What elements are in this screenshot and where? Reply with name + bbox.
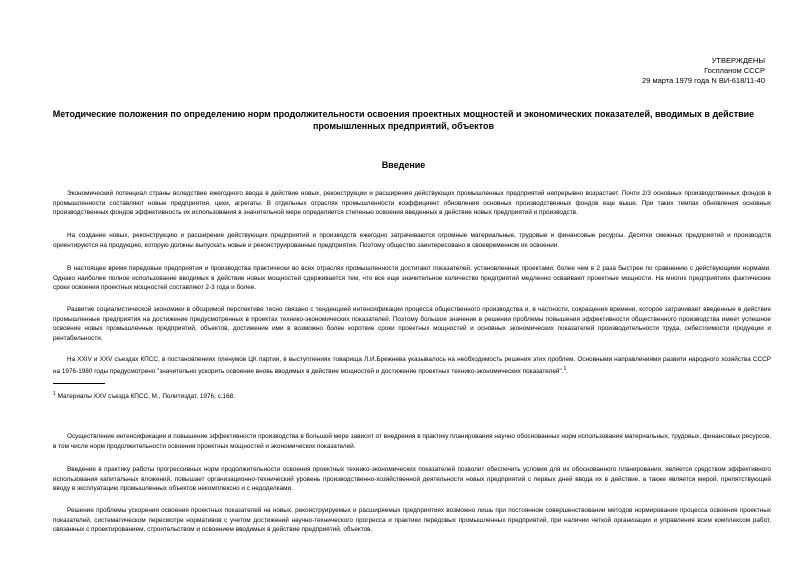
- footnote-text: Материалы XXV съезда КПСС, М., Политиздат, 1976, с.168.: [57, 393, 235, 401]
- footnote-divider: [53, 383, 105, 384]
- approval-stamp: [642, 56, 765, 86]
- approval-line-3: 29 марта 1979 года N ВИ-618/11-40: [642, 76, 765, 85]
- paragraph-8: Решение проблемы ускорения освоения проектных показателей на новых, реконструируемых и расширяемых предприятиях возможно лишь при постоянном совершенствовании методов нормирования процесса освоения проектных показателей, систематическом пересмотре нормативов с учетом достижений научно-технического прогресса и практики передовых промышленных предприятий, при наличии четкой организации и управления всем комплексом работ, связанных с проектированием, строительством и освоением вводимых в действие предприятий, объектов.: [53, 507, 771, 533]
- paragraph-6: Осуществление интенсификации и повышение эффективности производства в большой мере зависит от внедрения в практику планирования научно обоснованных норм использования материальных, трудовых, финансовых ресурсов, в том числе норм продолжительности освоения проектных мощностей и экономических показателей.: [53, 433, 771, 450]
- section-heading: Введение: [381, 160, 426, 170]
- paragraph-7: Введение в практику работы прогрессивных норм продолжительности освоения проектных технико-экономических показателей позволит обеспечить условия для их обоснованного планирования, является средством эффективного использования капитальных вложений, повышает организационно-технический уровень производственно-хозяйственной деятельности новых предприятий с первых дней ввода их в действие, а также является мерой, препятствующей вводу в эксплуатацию промышленных объектов некомплексно и с недоделками.: [53, 466, 771, 492]
- footnote: [53, 390, 235, 401]
- paragraph-5-text: На XXIV и XXV съездах КПСС, в постановлениях пленумов ЦК партии, в выступлениях товарища Л.И.Брежнева указывалось на необходимость решения этих проблем. Основными направлениями развити народного хозяйства СССР на 1976-1980 годы предусмотрено "значительно ускорить освоение вновь вводимых в действие мощностей и достижение проектных технико-экономических показателей".: [53, 356, 771, 375]
- footnote-reference[interactable]: 1: [563, 365, 567, 372]
- paragraph-2: На создание новых, реконструкцию и расширение действующих предприятий и производств ежегодно затрачиваются огромные материальные, трудовые и финансовые ресурсы. Десятки смежных предприятий и производств ориентируются на продукцию, которую должны выпускать новые и реконструированные предприятия. Поэтому общество заинтересовано в своевременном их освоении.: [53, 232, 771, 249]
- approval-line-2: Госпланом СССР: [704, 66, 765, 75]
- paragraph-4: Развитие социалистической экономики в обозримой перспективе тесно связано с тенденцией интенсификации процесса общественного производства и, в частности, сокращения времени, которое затрачивает введенные в действие промышленные предприятия на достижение предусмотренных в проектах технико-экономических показателей. Поэтому большое значение в решении проблемы повышения эффективности общественного производства имеет успешное освоение новых промышленных предприятий, объектов, достижение ими в возможно более короткие сроки проектных мощностей и основных экономических показателей производительности труда, себестоимости продукции и рентабельности.: [53, 306, 771, 342]
- paragraph-1: Экономический потенциал страны вследствие ежегодного ввода в действие новых, реконструкции и расширения действующих промышленных предприятий непрерывно возрастает. Почти 2/3 основных производственных фондов в промышленности составляют новые предприятия, цехи, агрегаты. В отдельных отраслях промышленности коэффициент обновления основных производственных фондов еще выше. При таких темпах обновления основных производственных фондов эффективность их использования в значительной мере определяется степенью освоения введенных в действие новых предприятий и производств.: [53, 190, 771, 216]
- document-title: Методические положения по определению норм продолжительности освоения проектных мощностей и экономических показателей, вводимых в действие промышленных предприятий, объектов: [52, 109, 755, 131]
- paragraph-3: В настоящее время передовые предприятия и производства практически во всех отраслях промышленности достигают показателей, установленных проектами, более чем в 2 раза быстрее по сравнению с действующими нормами. Однако наиболее полное использование вводимых в действие новых мощностей сдерживается тем, что все еще значительное количество предприятий медленно осваивают проектные мощности. На многих предприятиях фактические сроки освоения проектных мощностей составляют 2-3 года и более.: [53, 265, 771, 291]
- approval-line-1: УТВЕРЖДЕНЫ: [711, 56, 765, 65]
- footnote-number: 1: [53, 391, 56, 397]
- paragraph-5: На XXIV и XXV съездах КПСС, в постановлениях пленумов ЦК партии, в выступлениях товарища Л.И.Брежнева указывалось на необходимость решения этих проблем. Основными направлениями развити народного хозяйства СССР на 1976-1980 годы предусмотрено "значительно ускорить освоение вновь вводимых в действие мощностей и достижение проектных технико-экономических показателей".$^1$.: [53, 356, 771, 375]
